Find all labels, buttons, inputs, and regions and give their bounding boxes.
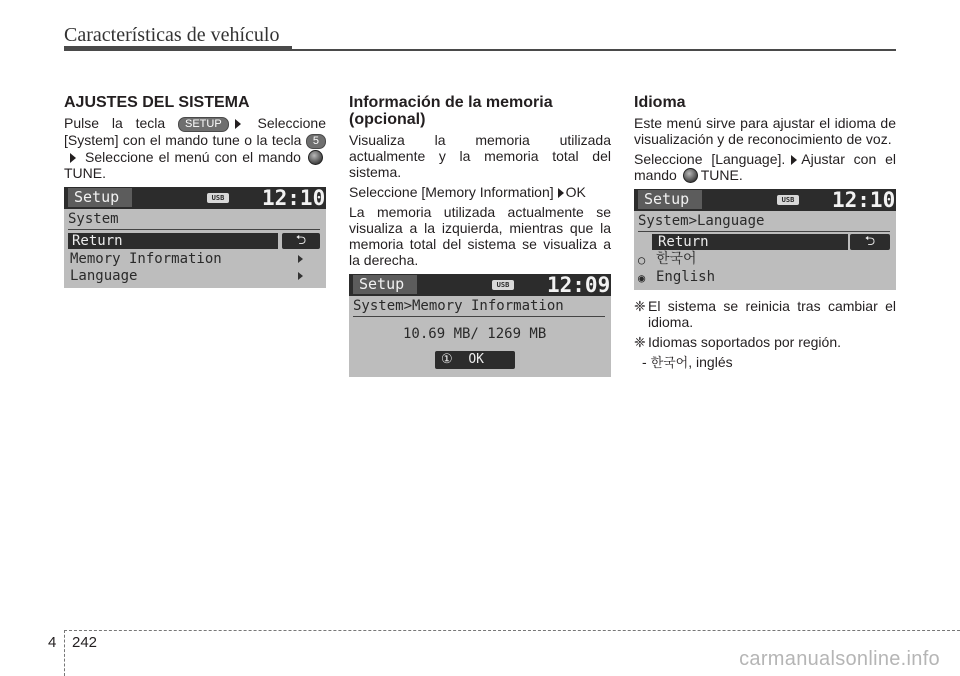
screen-divider: [68, 229, 320, 230]
instruction-text: TUNE.: [64, 165, 106, 181]
section-language: [634, 94, 896, 372]
memory-information-screen: [349, 274, 611, 377]
usb-icon: USB: [492, 280, 514, 290]
back-icon[interactable]: ⮌: [282, 233, 320, 249]
screen-breadcrumb: System>Language: [638, 213, 765, 229]
menu-item-return[interactable]: Return: [68, 233, 278, 249]
note-item: [634, 298, 896, 330]
screen-header: [349, 274, 611, 296]
usb-icon: USB: [207, 193, 229, 203]
tune-knob-icon: [308, 150, 323, 165]
instruction-paragraph: [634, 151, 896, 183]
screen-clock: 12:10: [832, 189, 896, 212]
description-paragraph: La memoria utilizada actualmente se visualiza a la izquierda, mientras que la memoria total del sistema se visualiza a la derecha.: [349, 204, 611, 268]
section-system-settings: [64, 94, 326, 288]
instruction-text: TUNE.: [700, 167, 743, 183]
instruction-text: Ajustar con el mando: [634, 151, 896, 183]
menu-item-return[interactable]: Return: [652, 234, 848, 250]
instruction-text: OK: [565, 184, 586, 200]
instruction-text: Seleccione [Language].: [634, 151, 786, 167]
setup-system-screen: [64, 187, 326, 288]
section-heading: AJUSTES DEL SISTEMA: [64, 94, 250, 111]
chapter-number: 4: [48, 634, 57, 651]
arrow-right-icon: [791, 155, 797, 165]
note-mark-icon: ❈: [634, 298, 646, 314]
footer-divider: [64, 630, 65, 676]
radio-unselected-icon[interactable]: ○: [638, 253, 646, 267]
tune-knob-icon: [683, 168, 698, 183]
ok-number-icon: ①: [441, 352, 453, 367]
note-item: [634, 334, 896, 350]
supported-languages-line: [634, 354, 896, 372]
footer-rule: [64, 630, 960, 631]
instruction-text: Seleccione el menú con el mando: [85, 149, 301, 165]
language-option-english[interactable]: English: [656, 269, 716, 285]
note-mark-icon: ❈: [634, 334, 646, 350]
menu-item-language[interactable]: Language: [70, 268, 138, 284]
usb-icon: USB: [777, 195, 799, 205]
ok-label: OK: [468, 352, 484, 367]
watermark: carmanualsonline.info: [739, 648, 940, 670]
notes-list: [634, 298, 896, 350]
screen-breadcrumb: System>Memory Information: [353, 298, 564, 314]
languages-prefix: -: [642, 354, 651, 370]
screen-header: [64, 187, 326, 209]
section-heading: Idioma: [634, 94, 686, 111]
screen-breadcrumb: System: [68, 211, 119, 227]
arrow-right-icon: [235, 119, 241, 129]
language-screen: [634, 189, 896, 290]
setup-key-icon: SETUP: [178, 117, 229, 132]
chapter-header-title: Características de vehículo: [64, 24, 280, 46]
screen-divider: [638, 231, 890, 232]
chevron-right-icon: [298, 272, 303, 280]
screen-header: [634, 189, 896, 211]
screen-clock: 12:09: [547, 274, 611, 297]
menu-item-memory-information[interactable]: Memory Information: [70, 251, 222, 267]
screen-divider: [353, 316, 605, 317]
memory-usage-value: 10.69 MB/ 1269 MB: [403, 326, 547, 342]
screen-clock: 12:10: [262, 187, 326, 210]
description-paragraph: Este menú sirve para ajustar el idioma de visualización y de reconocimiento de voz.: [634, 115, 896, 147]
instruction-text: Pulse la tecla: [64, 115, 166, 131]
section-heading: Información de la memoria (opcional): [349, 94, 553, 128]
instruction-paragraph: [64, 115, 326, 181]
screen-title: Setup: [353, 275, 417, 294]
header-rule-thin: [292, 49, 896, 51]
ok-button[interactable]: [435, 351, 515, 369]
screen-title: Setup: [68, 188, 132, 207]
description-paragraph: Visualiza la memoria utilizada actualmente y la memoria total del sistema.: [349, 132, 611, 180]
radio-selected-icon[interactable]: ◉: [638, 271, 646, 285]
note-text: El sistema se reinicia tras cambiar el idioma.: [648, 298, 896, 330]
language-korean-label: 한국어: [650, 356, 689, 371]
language-option-korean[interactable]: 한국어: [656, 251, 697, 267]
instruction-text: Seleccione [Memory Information]: [349, 184, 554, 200]
header-rule-thick: [64, 46, 292, 51]
languages-rest: , inglés: [688, 354, 733, 370]
instruction-paragraph: [349, 184, 611, 200]
section-memory-information: [349, 94, 611, 377]
back-icon[interactable]: ⮌: [850, 234, 890, 250]
screen-title: Setup: [638, 190, 702, 209]
instruction-text: Seleccione [System] con el mando tune o la tecla: [64, 115, 326, 148]
key-5-icon: 5: [306, 134, 326, 149]
arrow-right-icon: [70, 153, 76, 163]
arrow-right-icon: [558, 188, 564, 198]
chevron-right-icon: [298, 255, 303, 263]
note-text: Idiomas soportados por región.: [648, 334, 841, 350]
page-number: 242: [72, 634, 98, 651]
